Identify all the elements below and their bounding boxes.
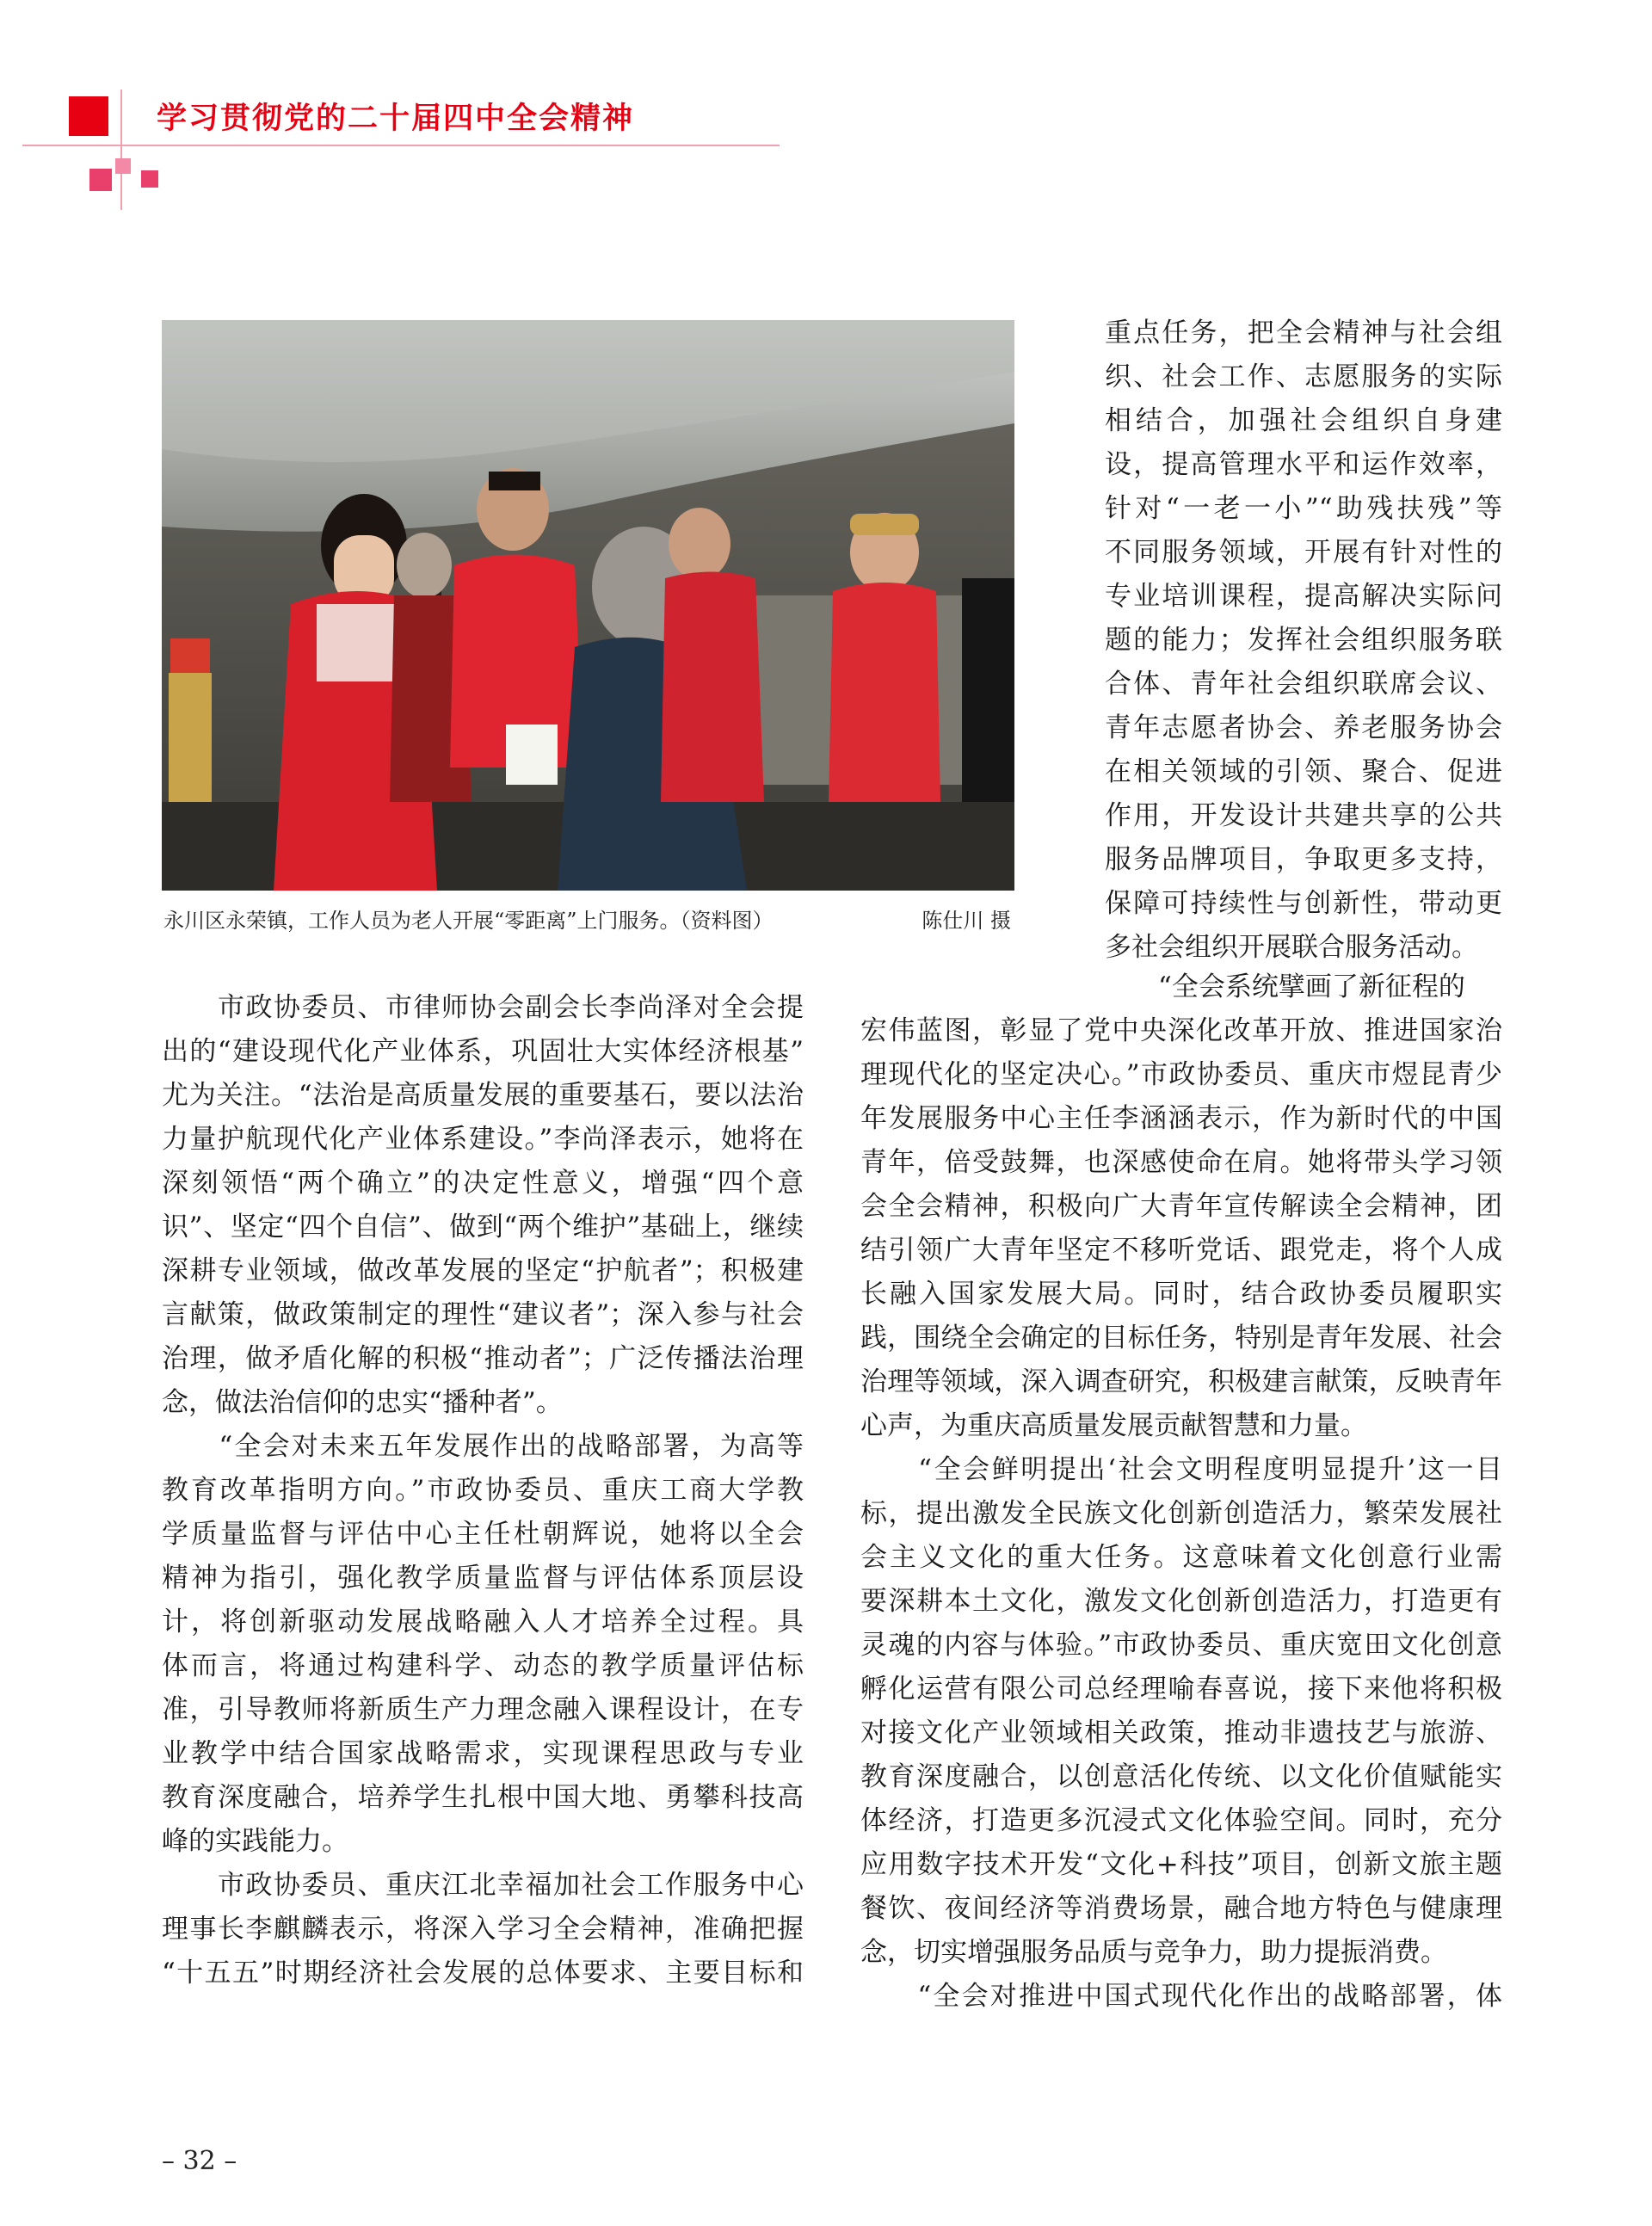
text-line: 设，提高管理水平和运作效率， xyxy=(1105,449,1502,480)
header-accent-square xyxy=(89,169,112,191)
text-line: 会主义文化的重大任务。这意味着文化创意行业需 xyxy=(860,1542,1502,1573)
header-divider-horizontal xyxy=(22,145,780,146)
header-accent-square xyxy=(141,170,158,188)
text-line: 餐饮、夜间经济等消费场景，融合地方特色与健康理 xyxy=(860,1893,1502,1924)
photo-credit: 陈仕川 摄 xyxy=(922,909,1011,933)
text-line: 治理等领域，深入调查研究，积极建言献策，反映青年 xyxy=(860,1366,1502,1397)
article-column-right-top xyxy=(1105,311,1502,970)
text-line: 重点任务，把全会精神与社会组 xyxy=(1105,318,1502,348)
text-line: 深刻领悟“两个确立”的决定性意义，增强“四个意 xyxy=(162,1168,804,1199)
text-line: 不同服务领域，开展有针对性的 xyxy=(1105,537,1502,568)
text-line: 市政协委员、市律师协会副会长李尚泽对全会提 xyxy=(162,992,804,1023)
text-line: 言献策，做政策制定的理性“建议者”；深入参与社会 xyxy=(162,1299,804,1330)
text-line: 年发展服务中心主任李涵涵表示，作为新时代的中国 xyxy=(860,1103,1502,1134)
text-line: 灵魂的内容与体验。”市政协委员、重庆宽田文化创意 xyxy=(860,1630,1502,1661)
text-line: 教育改革指明方向。”市政协委员、重庆工商大学教 xyxy=(162,1475,804,1506)
text-line: 念，切实增强服务品质与竞争力，助力提振消费。 xyxy=(860,1937,1447,1968)
text-line: 多社会组织开展联合服务活动。 xyxy=(1105,932,1478,963)
text-line: 标，提出激发全民族文化创新创造活力，繁荣发展社 xyxy=(860,1498,1502,1529)
text-line: 市政协委员、重庆江北幸福加社会工作服务中心 xyxy=(162,1870,804,1901)
text-line: 结引领广大青年坚定不移听党话、跟党走，将个人成 xyxy=(860,1235,1502,1266)
text-line: 专业培训课程，提高解决实际问 xyxy=(1105,581,1502,612)
text-line: 作用，开发设计共建共享的公共 xyxy=(1105,800,1502,831)
text-line: 长融入国家发展大局。同时，结合政协委员履职实 xyxy=(860,1279,1502,1310)
article-column-right-bottom xyxy=(860,965,1502,2019)
text-line: 对接文化产业领域相关政策，推动非遗技艺与旅游、 xyxy=(860,1717,1502,1748)
text-line: 理现代化的坚定决心。”市政协委员、重庆市煜昆青少 xyxy=(860,1059,1502,1090)
article-column-left xyxy=(162,986,804,1995)
header-divider-vertical xyxy=(120,89,122,210)
text-line: 相结合，加强社会组织自身建 xyxy=(1105,405,1502,436)
text-line: 念，做法治信仰的忠实“播种者”。 xyxy=(162,1387,563,1418)
text-line: “全会系统擘画了新征程的 xyxy=(1105,971,1465,1002)
text-line: 会全会精神，积极向广大青年宣传解读全会精神，团 xyxy=(860,1191,1502,1222)
text-line: “全会鲜明提出‘社会文明程度明显提升’这一目 xyxy=(860,1454,1502,1485)
section-title: 学习贯彻党的二十届四中全会精神 xyxy=(157,102,635,136)
text-line: 应用数字技术开发“文化+科技”项目，创新文旅主题 xyxy=(860,1849,1502,1880)
text-line: 治理，做矛盾化解的积极“推动者”；广泛传播法治理 xyxy=(162,1343,804,1374)
text-line: 要深耕本土文化，激发文化创新创造活力，打造更有 xyxy=(860,1586,1502,1617)
text-line: 合体、青年社会组织联席会议、 xyxy=(1105,669,1502,700)
text-line: 宏伟蓝图，彰显了党中央深化改革开放、推进国家治 xyxy=(860,1015,1502,1046)
photo-caption-text: 永川区永荣镇，工作人员为老人开展“零距离”上门服务。（资料图） xyxy=(163,909,774,933)
text-line: 教育深度融合，培养学生扎根中国大地、勇攀科技高 xyxy=(162,1782,804,1813)
page-number: – 32 – xyxy=(162,2146,237,2176)
text-line: 织、社会工作、志愿服务的实际 xyxy=(1105,361,1502,392)
text-line: “十五五”时期经济社会发展的总体要求、主要目标和 xyxy=(162,1958,804,1989)
text-line: 针对“一老一小”“助残扶残”等 xyxy=(1105,493,1502,524)
text-line: 心声，为重庆高质量发展贡献智慧和力量。 xyxy=(860,1410,1367,1441)
text-line: 峰的实践能力。 xyxy=(162,1826,348,1857)
text-line: 教育深度融合，以创意活化传统、以文化价值赋能实 xyxy=(860,1761,1502,1792)
text-line: 业教学中结合国家战略需求，实现课程思政与专业 xyxy=(162,1738,804,1769)
article-photo xyxy=(162,320,1014,891)
text-line: 在相关领域的引领、聚合、促进 xyxy=(1105,756,1502,787)
text-line: 青年，倍受鼓舞，也深感使命在肩。她将带头学习领 xyxy=(860,1147,1502,1178)
text-line: 孵化运营有限公司总经理喻春喜说，接下来他将积极 xyxy=(860,1674,1502,1705)
text-line: “全会对推进中国式现代化作出的战略部署，体 xyxy=(860,1981,1502,2012)
text-line: 理事长李麒麟表示，将深入学习全会精神，准确把握 xyxy=(162,1914,804,1945)
text-line: 学质量监督与评估中心主任杜朝辉说，她将以全会 xyxy=(162,1519,804,1550)
header-accent-square xyxy=(115,158,131,174)
text-line: “全会对未来五年发展作出的战略部署，为高等 xyxy=(162,1431,804,1462)
text-line: 青年志愿者协会、养老服务协会 xyxy=(1105,712,1502,743)
photo-illustration xyxy=(162,320,1014,891)
text-line: 保障可持续性与创新性，带动更 xyxy=(1105,888,1502,919)
text-line: 题的能力；发挥社会组织服务联 xyxy=(1105,625,1502,656)
header-red-square xyxy=(69,96,108,136)
text-line: 尤为关注。“法治是高质量发展的重要基石，要以法治 xyxy=(162,1080,804,1111)
text-line: 力量护航现代化产业体系建设。”李尚泽表示，她将在 xyxy=(162,1124,804,1155)
photo-caption xyxy=(163,905,1011,936)
text-line: 精神为指引，强化教学质量监督与评估体系顶层设 xyxy=(162,1563,804,1594)
text-line: 计，将创新驱动发展战略融入人才培养全过程。具 xyxy=(162,1606,804,1637)
text-line: 践，围绕全会确定的目标任务，特别是青年发展、社会 xyxy=(860,1323,1502,1353)
text-line: 识”、坚定“四个自信”、做到“两个维护”基础上，继续 xyxy=(162,1212,804,1242)
text-line: 出的“建设现代化产业体系，巩固壮大实体经济根基” xyxy=(162,1036,804,1067)
text-line: 深耕专业领域，做改革发展的坚定“护航者”；积极建 xyxy=(162,1255,804,1286)
text-line: 服务品牌项目，争取更多支持， xyxy=(1105,844,1502,875)
text-line: 准，引导教师将新质生产力理念融入课程设计，在专 xyxy=(162,1694,804,1725)
text-line: 体而言，将通过构建科学、动态的教学质量评估标 xyxy=(162,1650,804,1681)
text-line: 体经济，打造更多沉浸式文化体验空间。同时，充分 xyxy=(860,1805,1502,1836)
